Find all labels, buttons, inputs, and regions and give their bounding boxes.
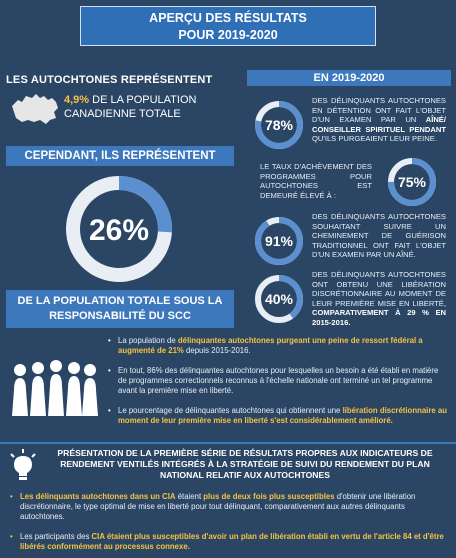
canada-map-icon — [10, 92, 60, 126]
ring-40-value: 40% — [264, 291, 294, 307]
ring-40 — [252, 272, 306, 326]
list-item — [108, 336, 448, 356]
bullet-highlight: libération discrétionnaire au moment de leur première mise en liberté s'est considérablement amélioré. — [118, 406, 447, 425]
bullet-text: La population de — [118, 336, 178, 345]
item-78-text-c: QU'ILS PURGEAIENT LEUR PEINE. — [312, 134, 437, 144]
bullet-highlight: Les délinquants autochtones dans un CIA — [20, 492, 176, 501]
population-share-text — [64, 93, 196, 121]
list-item — [108, 406, 448, 426]
bullet-text: depuis 2015-2016. — [183, 346, 251, 355]
bullet-text: Les participants des — [20, 532, 92, 541]
left-header: LES AUTOCHTONES REPRÉSENTENT — [6, 74, 213, 86]
item-91-text — [312, 212, 446, 260]
bullet-highlight: délinquantes autochtones purgeant une peine de ressort fédéral a augmenté de 21% — [118, 336, 423, 355]
item-78-text-a: DES DÉLINQUANTS AUTOCHTONES EN DÉTENTION ONT FAIT L'OBJET D'UN EXAMEN PAR UN — [312, 96, 446, 125]
title-line-2: POUR 2019-2020 — [178, 28, 278, 42]
big-ring-value: 26% — [88, 214, 150, 247]
group-of-women-icon — [8, 356, 100, 418]
list-item — [108, 366, 448, 396]
section-divider — [0, 442, 456, 444]
bullet-text: Le pourcentage de délinquantes autochtones qui obtiennent une — [118, 406, 343, 415]
banner-population-scc: DE LA POPULATION TOTALE SOUS LA RESPONSABILITÉ DU SCC — [6, 290, 234, 328]
banner-cependant: CEPENDANT, ILS REPRÉSENTENT — [6, 146, 234, 166]
population-share-line2: CANADIENNE TOTALE — [64, 108, 181, 120]
population-share-line1: DE LA POPULATION — [89, 94, 197, 106]
bullet-highlight: CIA étaient plus susceptibles d'avoir un plan de libération établi en vertu de l'article 84 et d'être libérés conformément au processus connexe. — [20, 532, 444, 551]
item-91-text-a: DES DÉLINQUANTS AUTOCHTONES SOUHAITANT SUIVRE UN CHEMINEMENT DE GUÉRISON TRADITIONNEL ONT FAIT L'OBJET D'UN EXAMEN PAR UN AÎNÉ. — [312, 212, 446, 260]
population-share-pct: 4,9% — [64, 94, 90, 106]
list-item — [8, 492, 448, 522]
item-75-text — [260, 162, 372, 200]
ring-75-value: 75% — [397, 174, 427, 190]
page-title — [80, 6, 376, 46]
bullet-text: d'obtenir une libération discrétionnaire, le type optimal de mise en liberté pour tout délinquant, comparativement aux autres délinquants autochtones. — [20, 492, 416, 521]
ring-78 — [252, 98, 306, 152]
ring-91-value: 91% — [264, 233, 294, 249]
bullet-text: étaient — [175, 492, 204, 501]
bullet-text: En tout, 86% des délinquantes autochtones pour lesquelles un besoin a été établi en matière de programmes correctionnels reconnus à l'échelle nationale ont terminé un tel programme avant la première mise en liberté. — [118, 366, 439, 395]
list-item — [8, 532, 448, 552]
big-percent-ring — [58, 172, 180, 286]
lightbulb-icon — [8, 448, 38, 482]
ring-78-value: 78% — [264, 117, 294, 133]
bottom-section-header: PRÉSENTATION DE LA PREMIÈRE SÉRIE DE RÉSULTATS PROPRES AUX INDICATEURS DE RENDEMENT VENTILÉS INTÉGRÉS À LA STRATÉGIE DE SUIVI DU RENDEMENT DU PLAN NATIONAL RELATIF AUX AUTOCHTONES — [57, 448, 433, 480]
item-40-text-a: DES DÉLINQUANTS AUTOCHTONES ONT OBTENU UNE LIBÉRATION DISCRÉTIONNAIRE AU MOMENT DE LEUR PREMIÈRE MISE EN LIBERTÉ, — [312, 270, 446, 308]
banner-year: EN 2019-2020 — [247, 70, 451, 86]
item-75-text-a: LE TAUX D'ACHÈVEMENT DES PROGRAMMES POUR AUTOCHTONES EST DEMEURÉ ÉLEVÉ À : — [260, 162, 372, 200]
item-40-text-b: COMPARATIVEMENT À 29 % EN 2015-2016. — [312, 308, 446, 327]
ring-75 — [384, 154, 440, 210]
ring-91 — [252, 214, 306, 268]
item-78-text — [312, 96, 446, 144]
title-line-1: APERÇU DES RÉSULTATS — [149, 11, 307, 25]
item-40-text — [312, 270, 446, 328]
item-78-text-b: AÎNÉ/ CONSEILLER SPIRITUEL PENDANT — [312, 115, 446, 134]
bullet-highlight: plus de deux fois plus susceptibles — [203, 492, 335, 501]
